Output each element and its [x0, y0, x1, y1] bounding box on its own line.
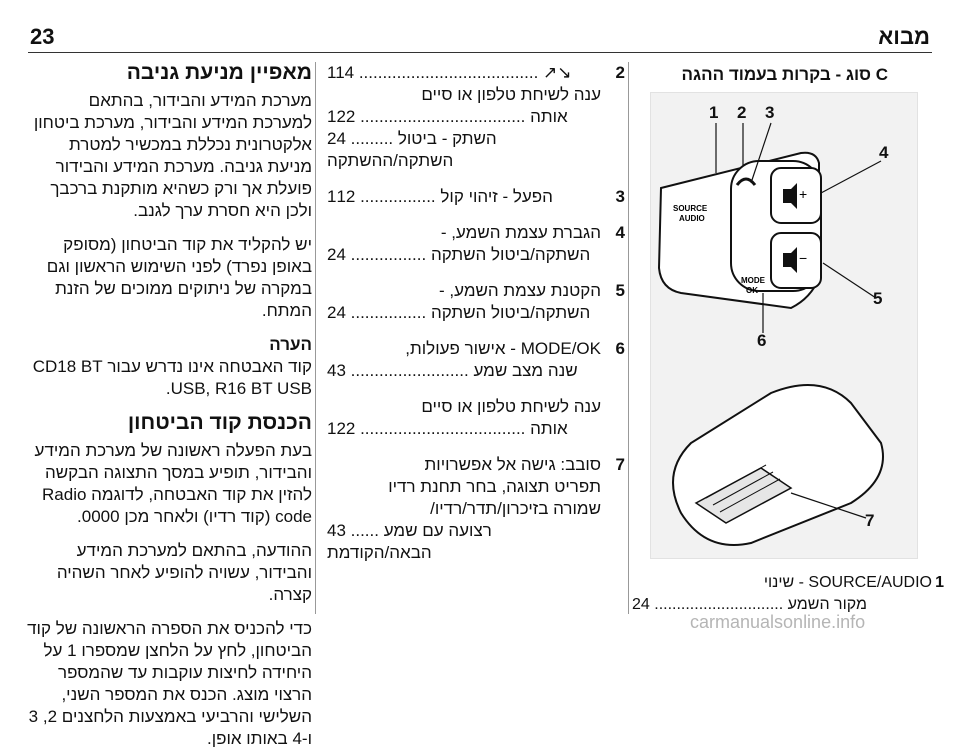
anti-theft-paragraph: מערכת המידע והבידור, בהתאם למערכת המידע והבידור, מערכת ביטחון אלקטרונית נכללת במכשיר למטרת מניעת גניבה. מערכת המידע והבידור פועלת אך ורק כשהיא מותקנת ברכבך ולכן היא חסרת ערך לגנב. [33, 91, 312, 220]
entry-line: 122 ................................... אותה [327, 419, 568, 438]
control-entry [327, 338, 625, 382]
entry-line: תפריט תצוגה, בחר תחנת רדיו [388, 477, 601, 496]
note-title: הערה [269, 335, 312, 354]
security-code-subtitle: הכנסת קוד הביטחון [127, 411, 312, 434]
mode-ok-text: MODE [741, 276, 765, 285]
source-audio-text: SOURCE [673, 204, 708, 213]
entry-number: 7 [615, 455, 625, 474]
entry-line: 24 ......... השתק - ביטול השתקה/ההשתקה [327, 129, 497, 170]
control-entry [327, 454, 625, 564]
security-code-paragraph: כדי להכניס את הספרה הראשונה של קוד הביטחון, לחץ על הלחצן שמספרו 1 על היחידה לחיצות עוקבות עד שהמספר הרצוי מוצג. הכנס את המספר השני, השלישי והרביעי באמצעות הלחצנים 2, 3 ו-4 באותו אופן. [27, 619, 312, 748]
page-header [30, 24, 930, 49]
entry-number: 5 [615, 281, 625, 300]
control-entry [327, 62, 625, 172]
entry-line: שמורה בזיכרון/תדר/רדיו/ [430, 499, 601, 518]
column-divider [628, 62, 629, 614]
figure-caption [632, 572, 944, 616]
control-entry [327, 222, 625, 266]
svg-text:−: − [799, 250, 808, 266]
steering-controls-illustration [651, 93, 917, 558]
note-text: קוד האבטחה אינו נדרש עבור CD18 BT USB, R16 BT USB. [32, 357, 312, 398]
anti-theft-paragraph: יש להקליד את קוד הביטחון (מסופק באופן נפרד) לפני השימוש הראשון וגם במקרה של ניתוקים ממוכים של הזנת המתח. [46, 235, 312, 320]
entry-number: 2 [615, 63, 625, 82]
security-code-paragraph: ההודעה, בהתאם למערכת המידע והבידור, עשויה להופיע לאחר השהיה קצרה. [56, 541, 312, 604]
entry-line: 112 ................ הפעל - זיהוי קול [327, 187, 553, 206]
entry-number: 3 [615, 187, 625, 206]
entry-line: הקטנת עצמת השמע, - [439, 281, 601, 300]
control-entry [327, 186, 625, 208]
entry-line: 43 ......................... שנה מצב שמע [327, 361, 578, 380]
caption-number: 1 [935, 574, 944, 591]
controls-list-column [327, 62, 625, 612]
source-audio-text: AUDIO [679, 214, 705, 223]
anti-theft-title: מאפיין מניעת גניבה [126, 61, 312, 84]
caption-ref: 24 ............................. מקור השמע [632, 596, 867, 613]
entry-line: 24 ................ השתקה/ביטול השתקה [327, 245, 591, 264]
entry-line: MODE/OK - אישור פעולות, [405, 339, 601, 358]
security-code-paragraph: בעת הפעלה ראשונה של מערכת המידע והבידור, תופיע במסך התצוגה הבקשה להזין את קוד האבטחה, לדוגמה Radio code (קוד רדיו) ולאחר מכן 0000. [34, 441, 312, 526]
entry-line: 43 ...... רצועה עם שמע הבאה/הקודמת [327, 521, 492, 562]
steering-controls-figure [650, 92, 918, 559]
column-divider [315, 62, 316, 614]
anti-theft-column [26, 61, 312, 748]
figure-callout-label: 2 [737, 103, 747, 122]
figure-callout-label: 7 [865, 511, 875, 530]
entry-line: 122 ................................... אותה [327, 107, 568, 126]
figure-callout-label: 4 [879, 143, 889, 162]
entry-number: 4 [615, 223, 625, 242]
control-entry [327, 280, 625, 324]
watermark: carmanualsonline.info [690, 612, 866, 632]
entry-line: ענה לשיחת טלפון או סיים [421, 85, 601, 104]
figure-callout-label: 1 [709, 103, 719, 122]
entry-line: 24 ................ השתקה/ביטול השתקה [327, 303, 591, 322]
entry-line: 114 ...................................... ↗↘ [327, 63, 572, 82]
page-title: מבוא [878, 24, 930, 49]
header-divider [28, 52, 932, 53]
caption-text: SOURCE/AUDIO - שינוי [763, 574, 932, 591]
figure-callout-label: 3 [765, 103, 775, 122]
svg-text:+: + [799, 186, 808, 202]
entry-number: 6 [615, 339, 625, 358]
control-entry [327, 396, 625, 440]
entry-line: הגברת עצמת השמע, - [440, 223, 601, 242]
entry-line: סובב: גישה אל אפשרויות [424, 455, 601, 474]
entry-line: ענה לשיחת טלפון או סיים [421, 397, 601, 416]
figure-callout-label: 6 [757, 331, 767, 350]
mode-ok-text: OK [746, 286, 758, 295]
figure-callout-label: 5 [873, 289, 883, 308]
page-number: 23 [30, 24, 55, 49]
steering-controls-title: C סוג - בקרות בעמוד ההגה [681, 65, 888, 84]
